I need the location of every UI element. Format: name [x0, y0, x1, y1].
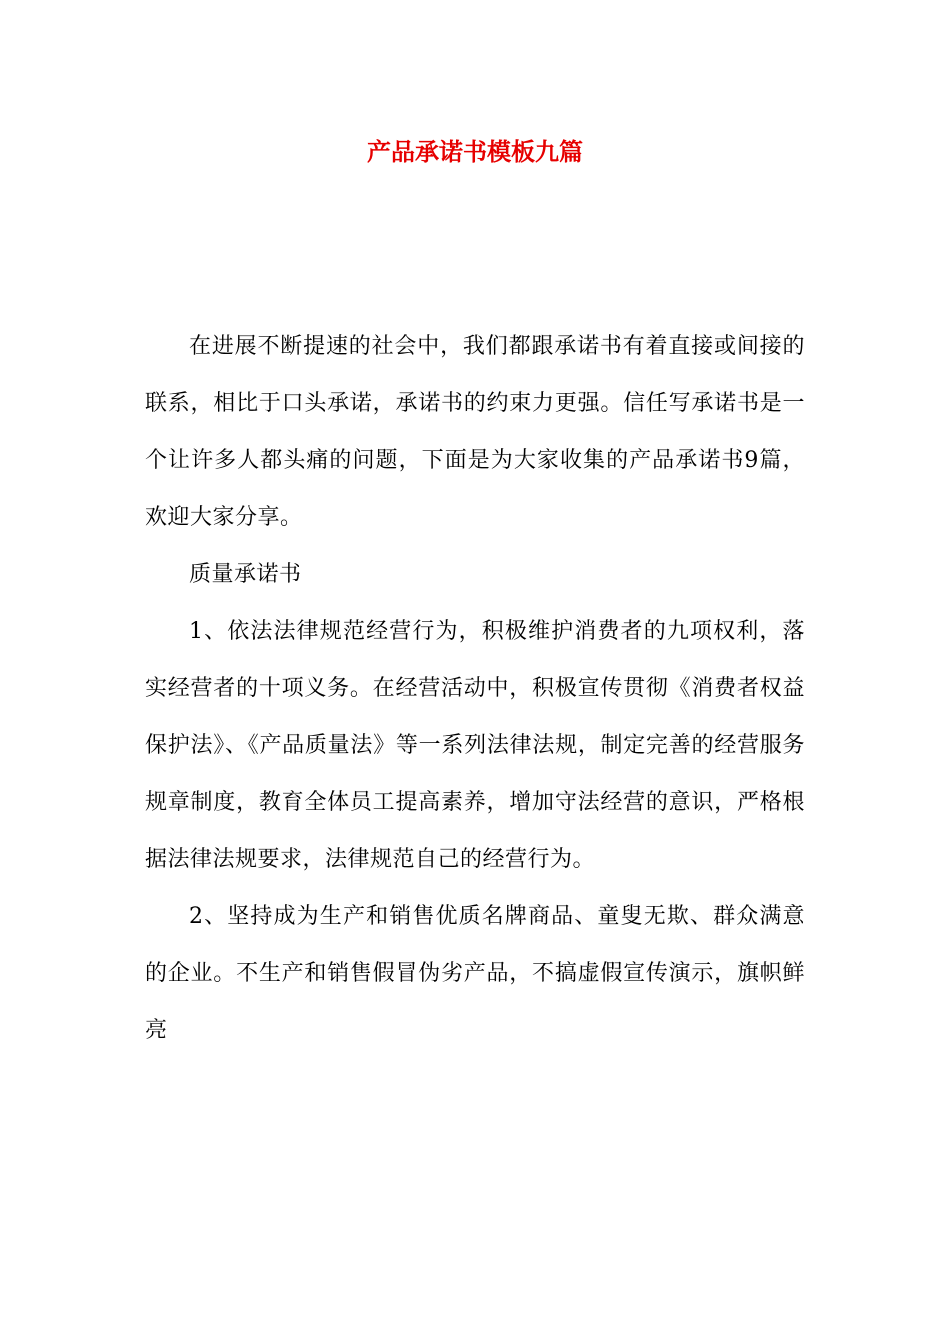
commitment-item-2: 2、坚持成为生产和销售优质名牌商品、童叟无欺、群众满意的企业。不生产和销售假冒伪劣产品，不搞虚假宣传演示，旗帜鲜亮 — [145, 904, 805, 1043]
section-heading-quality-commitment: 质量承诺书 — [189, 562, 302, 587]
document-title: 产品承诺书模板九篇 — [367, 138, 583, 166]
intro-paragraph: 在进展不断提速的社会中，我们都跟承诺书有着直接或间接的联系，相比于口头承诺，承诺书的约束力更强。信任写承诺书是一个让许多人都头痛的问题，下面是为大家收集的产品承诺书9篇，欢迎大家分享。 — [145, 334, 805, 530]
commitment-item-1: 1、依法法律规范经营行为，积极维护消费者的九项权利，落实经营者的十项义务。在经营活动中，积极宣传贯彻《消费者权益保护法》、《产品质量法》等一系列法律法规，制定完善的经营服务规章制度，教育全体员工提高素养，增加守法经营的意识，严格根据法律法规要求，法律规范自己的经营行为。 — [145, 619, 805, 872]
document-body — [145, 318, 805, 1059]
